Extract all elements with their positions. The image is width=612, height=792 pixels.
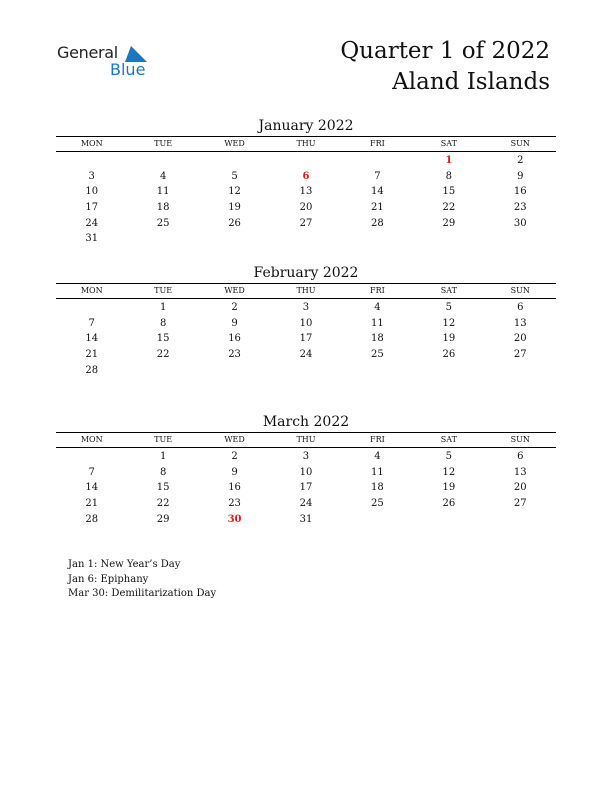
holiday-note: Jan 1: New Year’s Day [68,559,181,570]
empty-day-cell [56,449,127,465]
day-cell: 21 [85,349,99,361]
day-cell: 18 [371,333,384,345]
logo-general-text: General [57,43,118,62]
weekday-label: THU [296,286,316,295]
day-cell: 27 [299,217,313,229]
weekday-label: FRI [370,139,385,148]
month-name: January 2022 [258,118,354,134]
day-cell: 15 [156,482,170,494]
day-cell: 24 [85,217,99,229]
logo-blue-text: Blue [110,60,146,79]
month-february [56,263,556,378]
day-cell: 3 [88,170,95,182]
day-grid [56,448,556,527]
empty-day-cell [127,153,198,169]
month-january [56,116,556,247]
day-cell: 4 [374,451,381,462]
day-cell: 26 [442,349,456,361]
day-cell: 19 [442,333,456,345]
day-cell: 3 [302,302,310,313]
day-cell: 4 [159,170,167,182]
weekday-label: MON [80,139,103,148]
day-cell: 1 [159,302,167,313]
day-cell: 20 [299,202,313,214]
day-cell: 8 [445,170,453,182]
weekday-label: SAT [440,435,457,444]
day-cell: 14 [371,186,384,198]
month-march [56,412,556,527]
weekday-header [56,136,556,152]
day-cell: 10 [299,317,313,329]
day-cell: 8 [159,317,167,329]
day-cell: 12 [442,317,456,329]
weekday-label: TUE [154,286,173,295]
day-cell: 19 [228,202,241,214]
weekday-label: SUN [510,139,530,148]
weekday-label: WED [224,139,245,148]
day-cell: 29 [156,513,170,525]
empty-day-cell [270,153,341,169]
day-cell: 13 [513,466,527,478]
day-cell: 25 [156,217,170,229]
day-cell: 25 [371,349,384,361]
weekday-label: WED [224,286,245,295]
day-cell: 31 [85,233,99,245]
empty-day-cell [56,300,127,316]
day-cell: 14 [85,482,99,494]
day-cell: 4 [374,302,381,313]
day-cell: 23 [228,349,241,361]
day-cell: 15 [442,186,456,198]
day-cell: 26 [228,217,241,229]
day-cell: 6 [302,170,310,182]
empty-day-cell [199,153,270,169]
day-cell: 9 [231,317,238,329]
weekday-label: FRI [370,286,385,295]
weekday-label: SAT [440,286,457,295]
day-cell: 31 [299,513,313,525]
weekday-label: MON [80,286,103,295]
weekday-label: THU [296,139,316,148]
day-cell: 29 [442,217,456,229]
day-cell: 6 [517,451,524,462]
day-cell: 16 [228,333,241,345]
day-cell: 22 [442,202,456,214]
empty-day-cell [342,153,413,169]
day-cell: 12 [442,466,456,478]
day-cell: 13 [513,317,527,329]
weekday-label: SUN [510,435,530,444]
day-cell: 13 [299,186,313,198]
day-cell: 10 [299,466,313,478]
day-cell: 7 [88,466,95,478]
day-cell: 17 [85,202,99,214]
day-cell: 18 [156,202,170,214]
logo [57,43,157,83]
weekday-header [56,283,556,299]
day-cell: 16 [513,186,527,198]
day-cell: 21 [371,202,384,214]
day-cell: 22 [156,349,170,361]
day-cell: 30 [513,217,527,229]
day-cell: 9 [231,466,238,478]
weekday-label: FRI [370,435,385,444]
weekday-label: TUE [154,139,173,148]
weekday-label: THU [296,435,316,444]
day-grid [56,299,556,378]
day-cell: 7 [374,170,381,182]
weekday-label: SUN [510,286,530,295]
day-cell: 28 [85,513,99,525]
day-cell: 24 [299,498,313,510]
title-country: Aland Islands [392,69,550,95]
month-name: March 2022 [262,414,350,430]
day-cell: 10 [85,186,99,198]
day-cell: 16 [228,482,241,494]
day-cell: 5 [445,451,453,462]
day-cell: 17 [299,333,313,345]
day-cell: 26 [442,498,456,510]
day-cell: 24 [299,349,313,361]
day-cell: 25 [371,498,384,510]
day-cell: 2 [231,302,238,313]
day-cell: 6 [517,302,524,313]
empty-day-cell [56,153,127,169]
day-cell: 30 [227,513,242,525]
day-cell: 11 [156,186,170,198]
day-cell: 5 [445,302,453,313]
day-cell: 9 [517,170,524,182]
day-cell: 23 [228,498,241,510]
day-cell: 20 [513,482,527,494]
day-cell: 5 [231,170,238,182]
day-cell: 2 [231,451,238,462]
day-cell: 14 [85,333,99,345]
day-cell: 28 [85,364,99,376]
day-cell: 17 [299,482,313,494]
day-cell: 2 [517,155,524,166]
month-name: February 2022 [253,265,359,281]
holiday-notes [68,558,216,602]
day-cell: 23 [513,202,527,214]
weekday-label: WED [224,435,245,444]
day-grid [56,152,556,247]
weekday-label: SAT [440,139,457,148]
day-cell: 21 [85,498,99,510]
day-cell: 27 [513,498,527,510]
title-quarter: Quarter 1 of 2022 [340,38,550,64]
day-cell: 15 [156,333,170,345]
day-cell: 22 [156,498,170,510]
day-cell: 18 [371,482,384,494]
day-cell: 28 [371,217,384,229]
day-cell: 7 [88,317,95,329]
day-cell: 11 [371,317,384,329]
day-cell: 3 [302,451,310,462]
holiday-note: Jan 6: Epiphany [68,573,149,585]
day-cell: 19 [442,482,456,494]
day-cell: 1 [445,155,453,166]
day-cell: 12 [228,186,241,198]
day-cell: 1 [159,451,167,462]
weekday-label: TUE [154,435,173,444]
weekday-label: MON [80,435,103,444]
holiday-note: Mar 30: Demilitarization Day [68,588,217,600]
day-cell: 27 [513,349,527,361]
day-cell: 20 [513,333,527,345]
weekday-header [56,432,556,448]
page-title [340,36,550,98]
day-cell: 11 [371,466,384,478]
day-cell: 8 [159,466,167,478]
